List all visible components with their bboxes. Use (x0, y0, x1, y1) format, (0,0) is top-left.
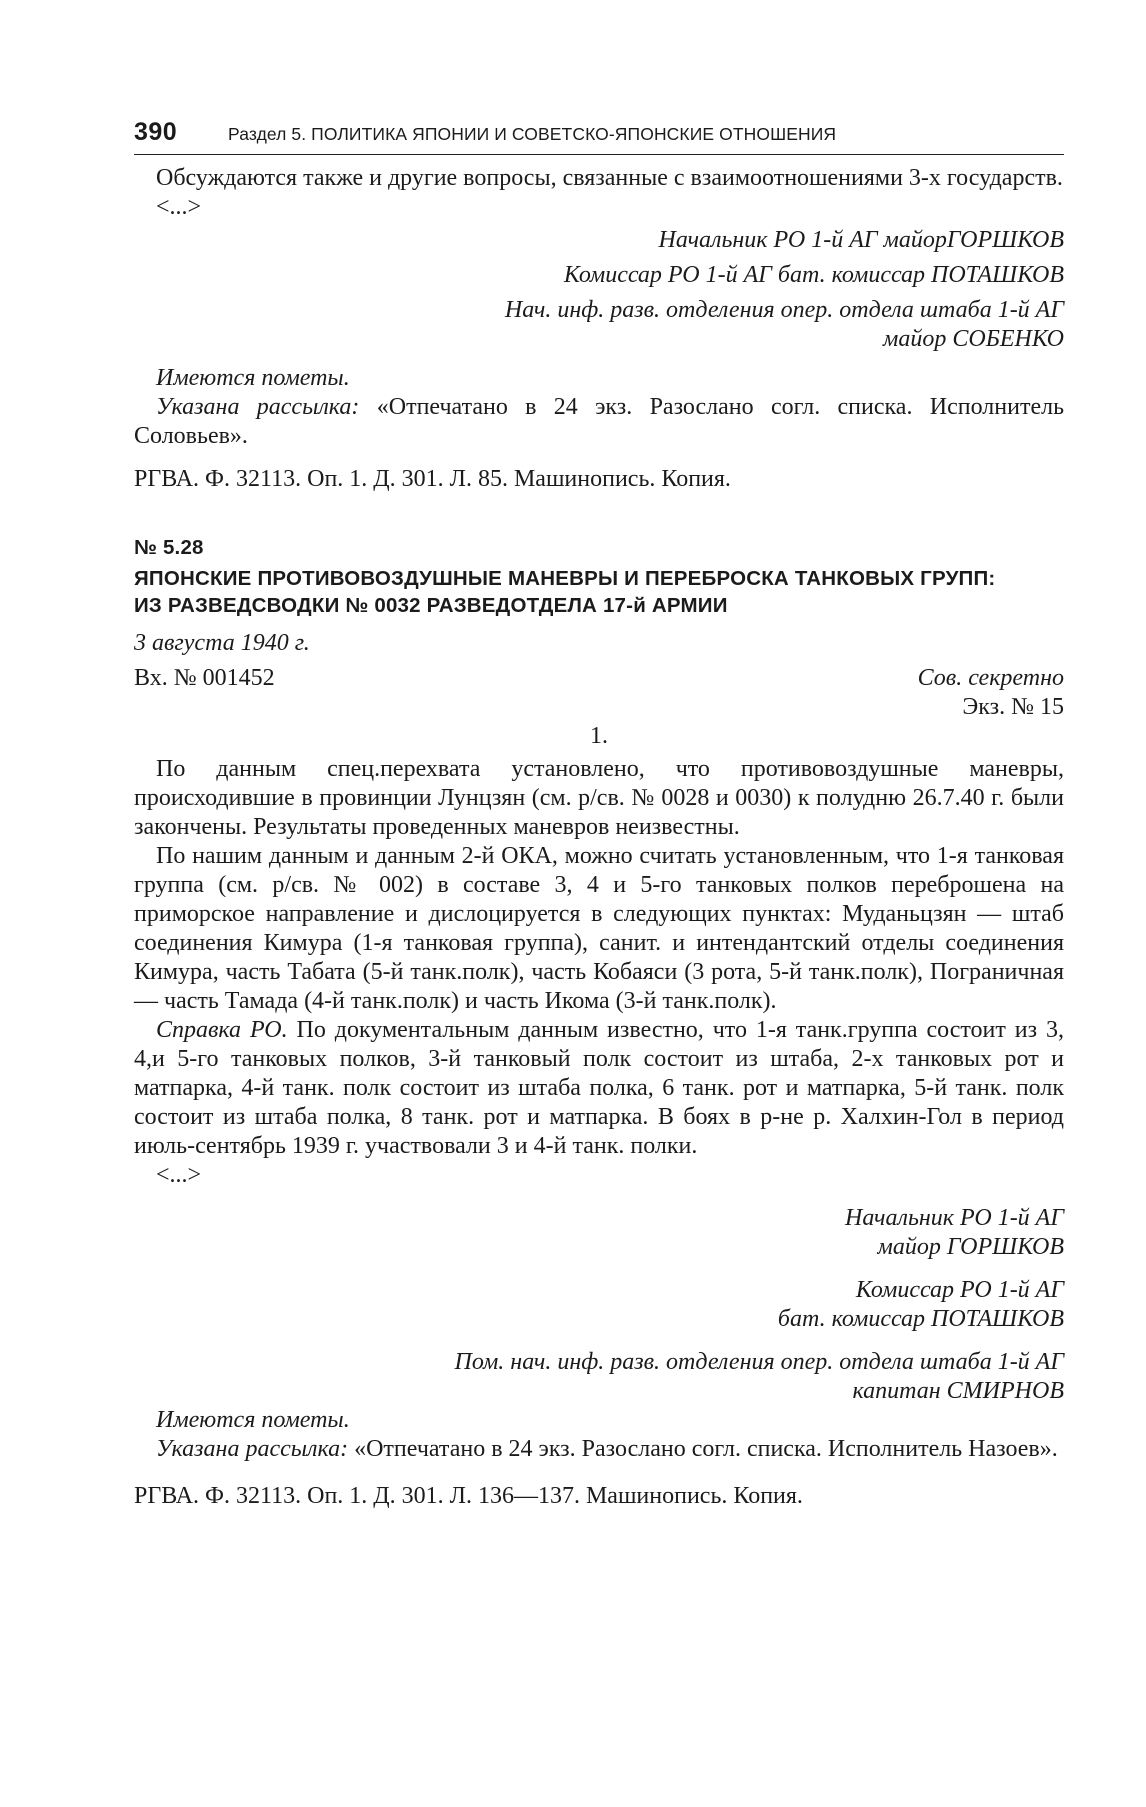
doc2-distribution-text: «Отпечатано в 24 экз. Разослано согл. списка. Исполнитель Назоев». (354, 1436, 1058, 1462)
doc1-distribution-label: Указана рассылка: (156, 394, 360, 420)
doc1-ellipsis: <...> (156, 194, 202, 220)
doc2-marks-note: Имеются пометы. (156, 1407, 350, 1433)
doc2-signature-6: капитан СМИРНОВ (852, 1378, 1064, 1404)
doc1-signature-3: Нач. инф. разв. отделения опер. отдела штаба 1-й АГ (504, 297, 1064, 323)
doc1-archive-reference: РГВА. Ф. 32113. Оп. 1. Д. 301. Л. 85. Машинопись. Копия. (134, 466, 731, 492)
doc2-distribution-label: Указана рассылка: (156, 1436, 349, 1462)
doc1-distribution (134, 393, 1064, 451)
page-content (134, 164, 1064, 1511)
doc2-archive-reference: РГВА. Ф. 32113. Оп. 1. Д. 301. Л. 136—137. Машинопись. Копия. (134, 1483, 803, 1509)
running-title: Раздел 5. ПОЛИТИКА ЯПОНИИ И СОВЕТСКО-ЯПОНСКИЕ ОТНОШЕНИЯ (228, 124, 837, 144)
reference-text: По документальным данным известно, что 1-я танк.группа состоит из 3, 4,и 5-го танковых полков, 3-й танковый полк состоит из штаба, 2-х танковых рот и матпарка, 4-й танк. полк состоит из штаба полка, 6 танк. рот и матпарка, 5-й танк. полк состоит из штаба полка, 8 танк. рот и матпарка. В боях в р-не р. Халхин-Гол в период июль-сентябрь 1939 г. участвовали 3 и 4-й танк. полки. (134, 1017, 1065, 1159)
reference-label: Справка РО. (156, 1017, 288, 1043)
copy-number: Экз. № 15 (962, 694, 1064, 720)
document-number: № 5.28 (134, 536, 204, 559)
doc1-signature-4: майор СОБЕНКО (883, 326, 1064, 352)
document-paragraph-2: По нашим данным и данным 2-й ОКА, можно считать установленным, что 1-я танковая группа (см. р/св. № 002) в составе 3, 4 и 5-го танковых полков переброшена на приморское направление и дислоцируется в следующих пунктах: Муданьцзян — штаб соединения Кимура (1-я танковая группа), санит. и интендантский отделы соединения Кимура, часть Табата (5-й танк.полк), часть Кобаяси (3 рота, 5-й танк.полк), Пограничная — часть Тамада (4-й танк.полк) и часть Икома (3-й танк.полк). (134, 843, 1064, 1014)
doc2-signature-5: Пом. нач. инф. разв. отделения опер. отдела штаба 1-й АГ (454, 1349, 1064, 1375)
doc1-signature-1: Начальник РО 1-й АГ майорГОРШКОВ (658, 227, 1064, 253)
document-paragraph-3 (134, 1016, 1064, 1161)
document-date: 3 августа 1940 г. (134, 630, 310, 656)
doc2-distribution (134, 1435, 1064, 1464)
doc1-distribution-text: «Отпечатано в 24 экз. Разослано согл. списка. Исполнитель Соловьев». (134, 394, 1065, 449)
doc2-signature-2: майор ГОРШКОВ (877, 1234, 1064, 1260)
doc1-paragraph: Обсуждаются также и другие вопросы, связанные с взаимоотношениями 3-х государств. (156, 165, 1063, 191)
document-title-line-2: ИЗ РАЗВЕДСВОДКИ № 0032 РАЗВЕДОТДЕЛА 17-й АРМИИ (134, 594, 728, 617)
document-title-line-1: ЯПОНСКИЕ ПРОТИВОВОЗДУШНЫЕ МАНЕВРЫ И ПЕРЕБРОСКА ТАНКОВЫХ ГРУПП: (134, 567, 996, 590)
doc2-signature-3: Комиссар РО 1-й АГ (855, 1277, 1064, 1303)
doc1-signature-2: Комиссар РО 1-й АГ бат. комиссар ПОТАШКОВ (563, 262, 1064, 288)
document-paragraph-1: По данным спец.перехвата установлено, что противовоздушные маневры, происходившие в провинции Лунцзян (см. р/св. № 0028 и 0030) к полудню 26.7.40 г. были закончены. Результаты проведенных маневров неизвестны. (134, 756, 1064, 840)
section-number: 1. (590, 723, 608, 749)
page-number: 390 (134, 118, 178, 146)
doc2-signature-4: бат. комиссар ПОТАШКОВ (777, 1306, 1064, 1332)
doc1-marks-note: Имеются пометы. (156, 365, 350, 391)
doc2-ellipsis: <...> (156, 1162, 202, 1188)
running-header (134, 118, 1064, 155)
doc2-signature-1: Начальник РО 1-й АГ (845, 1205, 1064, 1231)
incoming-number: Вх. № 001452 (134, 665, 275, 691)
document-registration-row (134, 664, 1064, 693)
classification-stamp: Сов. секретно (917, 665, 1064, 691)
